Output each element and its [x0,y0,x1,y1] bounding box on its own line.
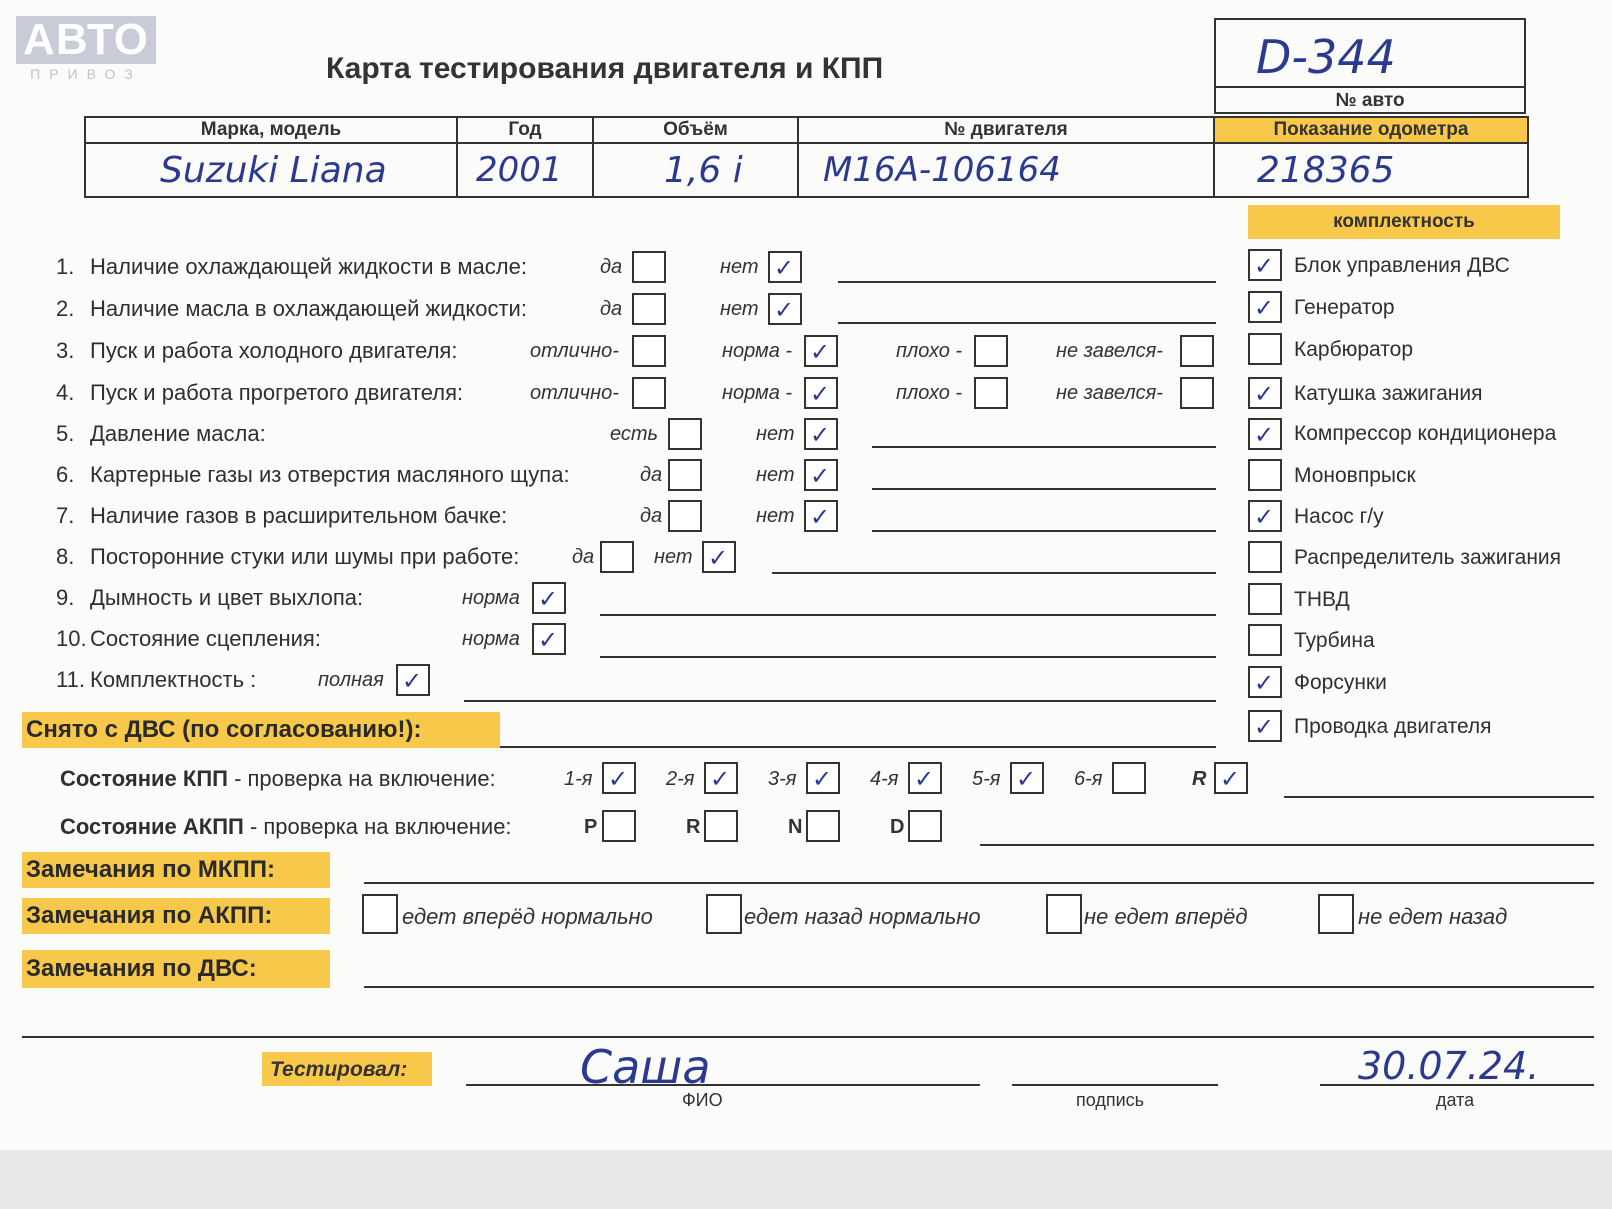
akpp-back-ok-checkbox[interactable] [706,894,742,934]
gear-5-label: 5-я [972,768,1001,790]
kit-checkbox-4[interactable] [1248,377,1282,409]
akpp-label [60,814,512,840]
checkbox-3-normal[interactable] [804,335,838,367]
test-label-2: Наличие масла в охлаждающей жидкости: [90,296,527,321]
checkbox-2-da[interactable] [632,293,666,325]
opt-8-net: нет [654,546,693,568]
gear-6-checkbox[interactable] [1112,762,1146,794]
check-mark-icon: ✓ [538,626,559,654]
akpp-no-back-checkbox[interactable] [1318,894,1354,934]
akpp-r-label: R [686,816,701,838]
kit-label-10: Турбина [1294,629,1375,652]
akpp-d-checkbox[interactable] [908,810,942,842]
test-label-8: Посторонние стуки или шумы при работе: [90,544,520,569]
check-mark-icon: ✓ [710,765,731,793]
opt-7-net: нет [756,505,795,527]
sign-label: подпись [1076,1090,1145,1110]
kpp-label-rest: - проверка на включение: [227,766,496,791]
kit-label-5: Компрессор кондиционера [1294,422,1557,445]
auto-number-box [1214,18,1526,114]
kit-checkbox-2[interactable] [1248,291,1282,323]
gear-6-label: 6-я [1074,768,1103,790]
opt-3-bad: плохо - [896,340,963,362]
date-line [1320,1084,1594,1086]
checkbox-5-yes[interactable] [668,418,702,450]
check-mark-icon: ✓ [914,765,935,793]
test-num-4: 4. [56,380,75,405]
gear-2-label: 2-я [666,768,695,790]
kit-checkbox-12[interactable] [1248,710,1282,742]
comment-line-11 [464,700,1216,702]
kit-label-3: Карбюратор [1294,338,1414,361]
opt-7-da: да [640,505,663,527]
checkbox-6-net[interactable] [804,459,838,491]
value-engine-no: M16A-106164 [823,150,1061,190]
akpp-line [980,844,1594,846]
removed-line [500,746,1216,748]
checkbox-7-da[interactable] [668,500,702,532]
opt-11-full: полная [318,669,384,691]
checkbox-1-net[interactable] [768,251,802,283]
logo-main-text: АВТО [16,16,156,64]
checkbox-10-normal[interactable] [532,623,566,655]
kpp-label-bold: Состояние КПП [60,766,228,791]
notes-dvs-line [364,986,1594,988]
gear-r-label: R [1192,768,1207,790]
kit-label-8: Распределитель зажигания [1294,546,1562,569]
check-mark-icon: ✓ [1254,252,1275,280]
check-mark-icon: ✓ [812,765,833,793]
comment-line-7 [872,530,1216,532]
kit-label-6: Моновпрыск [1294,464,1416,487]
check-mark-icon: ✓ [810,503,831,531]
opt-2-da: да [600,298,623,320]
test-num-6: 6. [56,462,75,487]
opt-1-da: да [600,256,623,278]
akpp-label-bold: Состояние АКПП [60,814,244,839]
notes-dvs-label: Замечания по ДВС: [26,955,257,982]
header-volume: Объём [593,117,798,143]
value-volume: 1,6 i [664,149,743,191]
checkbox-3-bad[interactable] [974,335,1008,367]
akpp-p-checkbox[interactable] [602,810,636,842]
checkbox-4-excellent[interactable] [632,377,666,409]
check-mark-icon: ✓ [1220,765,1241,793]
test-num-1: 1. [56,254,75,279]
comment-line-6 [872,488,1216,490]
value-odometer: 218365 [1257,149,1395,191]
comment-line-10 [600,656,1216,658]
gear-2-checkbox[interactable] [704,762,738,794]
opt-3-normal: норма - [722,340,793,362]
comment-line-9 [600,614,1216,616]
test-num-5: 5. [56,421,75,446]
akpp-back-ok-label: едет назад нормально [744,904,981,929]
opt-1-net: нет [720,256,759,278]
akpp-no-back-label: не едет назад [1358,904,1508,929]
test-date: 30.07.24. [1358,1044,1540,1088]
opt-4-excellent: отлично- [530,382,619,404]
removed-label: Снято с ДВС (по согласованию!): [26,716,422,743]
check-mark-icon: ✓ [810,380,831,408]
checkbox-7-net[interactable] [804,500,838,532]
kit-label-2: Генератор [1294,296,1395,319]
test-label-10: Состояние сцепления: [90,626,321,651]
checkbox-1-da[interactable] [632,251,666,283]
check-mark-icon: ✓ [774,254,795,282]
notes-akpp-label: Замечания по АКПП: [26,902,273,929]
test-num-3: 3. [56,338,75,363]
kpp-label [60,766,496,792]
kit-checkbox-10[interactable] [1248,624,1282,656]
test-label-11: Комплектность : [90,667,257,692]
test-label-1: Наличие охлаждающей жидкости в масле: [90,254,527,279]
header-model: Марка, модель [85,117,457,143]
kit-label-11: Форсунки [1294,671,1387,694]
test-label-3: Пуск и работа холодного двигателя: [90,338,458,363]
logo-sub-text: ПРИВОЗ [30,66,142,82]
opt-10-normal: норма [462,628,520,650]
opt-4-bad: плохо - [896,382,963,404]
opt-2-net: нет [720,298,759,320]
test-num-11: 11. [56,667,85,692]
checkbox-5-no[interactable] [804,418,838,450]
header-engine-no: № двигателя [798,117,1214,143]
opt-3-excellent: отлично- [530,340,619,362]
comment-line-1 [838,281,1216,283]
header-odometer: Показание одометра [1214,117,1528,143]
kit-label-9: ТНВД [1294,588,1350,611]
kit-checkbox-1[interactable] [1248,249,1282,281]
kpp-line [1284,796,1594,798]
checkbox-3-excellent[interactable] [632,335,666,367]
fio-label: ФИО [682,1090,723,1110]
test-label-9: Дымность и цвет выхлопа: [90,585,364,610]
vehicle-info-table [84,116,1529,198]
kit-checkbox-11[interactable] [1248,666,1282,698]
kit-label-4: Катушка зажигания [1294,382,1483,405]
gear-r-checkbox[interactable] [1214,762,1248,794]
date-label: дата [1436,1090,1475,1110]
test-num-9: 9. [56,585,75,610]
checkbox-11-full[interactable] [396,664,430,696]
test-num-8: 8. [56,544,75,569]
akpp-no-fwd-checkbox[interactable] [1046,894,1082,934]
check-mark-icon: ✓ [1254,294,1275,322]
opt-5-no: нет [756,423,795,445]
checkbox-4-bad[interactable] [974,377,1008,409]
opt-4-nostart: не завелся- [1056,382,1163,404]
auto-number-divider [1216,86,1524,88]
logo [12,14,162,84]
check-mark-icon: ✓ [810,338,831,366]
akpp-n-checkbox[interactable] [806,810,840,842]
akpp-n-label: N [788,816,803,838]
check-mark-icon: ✓ [810,462,831,490]
opt-5-yes: есть [610,423,659,445]
header-year: Год [457,117,593,143]
check-mark-icon: ✓ [1254,380,1275,408]
checkbox-4-normal[interactable] [804,377,838,409]
akpp-fwd-ok-label: едет вперёд нормально [402,904,653,929]
kit-checkbox-5[interactable] [1248,418,1282,450]
check-mark-icon: ✓ [774,296,795,324]
notes-mkpp-line [364,882,1594,884]
page-bottom-strip [0,1150,1612,1209]
gear-3-label: 3-я [768,768,797,790]
kit-label-1: Блок управления ДВС [1294,254,1510,277]
checkbox-8-net[interactable] [702,541,736,573]
gear-5-checkbox[interactable] [1010,762,1044,794]
akpp-r-checkbox[interactable] [704,810,738,842]
test-label-6: Картерные газы из отверстия масляного щупа: [90,462,570,487]
checkbox-4-nostart[interactable] [1180,377,1214,409]
checkbox-3-nostart[interactable] [1180,335,1214,367]
opt-6-da: да [640,464,663,486]
checkbox-2-net[interactable] [768,293,802,325]
comment-line-5 [872,446,1216,448]
fio-line [466,1084,980,1086]
check-mark-icon: ✓ [608,765,629,793]
check-mark-icon: ✓ [402,667,423,695]
notes-dvs-line-2 [22,1036,1594,1038]
tester-name: Саша [580,1040,711,1094]
test-label-4: Пуск и работа прогретого двигателя: [90,380,464,405]
opt-4-normal: норма - [722,382,793,404]
comment-line-2 [838,322,1216,324]
value-year: 2001 [476,150,563,190]
akpp-fwd-ok-checkbox[interactable] [362,894,398,934]
auto-number-label: № авто [1335,90,1405,111]
test-label-5: Давление масла: [90,421,266,446]
checkbox-8-da[interactable] [600,541,634,573]
check-mark-icon: ✓ [1254,503,1275,531]
tested-label: Тестировал: [270,1058,408,1081]
checkbox-6-da[interactable] [668,459,702,491]
sign-line [1012,1084,1218,1086]
comment-line-8 [772,572,1216,574]
test-num-2: 2. [56,296,75,321]
check-mark-icon: ✓ [708,544,729,572]
check-mark-icon: ✓ [1254,713,1275,741]
check-mark-icon: ✓ [1254,421,1275,449]
kit-title: комплектность [1333,211,1475,232]
kit-checkbox-6[interactable] [1248,459,1282,491]
test-label-7: Наличие газов в расширительном бачке: [90,503,508,528]
test-num-10: 10. [56,626,87,651]
kit-checkbox-3[interactable] [1248,333,1282,365]
opt-3-nostart: не завелся- [1056,340,1163,362]
gear-1-checkbox[interactable] [602,762,636,794]
gear-1-label: 1-я [564,768,593,790]
check-mark-icon: ✓ [810,421,831,449]
gear-3-checkbox[interactable] [806,762,840,794]
opt-9-normal: норма [462,587,520,609]
akpp-d-label: D [890,816,905,838]
page-title: Карта тестирования двигателя и КПП [326,52,884,85]
kit-checkbox-7[interactable] [1248,500,1282,532]
akpp-no-fwd-label: не едет вперёд [1084,904,1248,929]
check-mark-icon: ✓ [1016,765,1037,793]
value-model: Suzuki Liana [160,149,387,191]
gear-4-label: 4-я [870,768,899,790]
akpp-label-rest: - проверка на включение: [243,814,512,839]
checkbox-9-normal[interactable] [532,582,566,614]
test-num-7: 7. [56,503,75,528]
opt-6-net: нет [756,464,795,486]
kit-label-12: Проводка двигателя [1294,715,1492,738]
gear-4-checkbox[interactable] [908,762,942,794]
akpp-p-label: P [584,816,598,838]
opt-8-da: да [572,546,595,568]
auto-number-value: D-344 [1256,30,1396,84]
notes-mkpp-label: Замечания по МКПП: [26,856,276,883]
check-mark-icon: ✓ [1254,669,1275,697]
kit-checkbox-8[interactable] [1248,541,1282,573]
kit-label-7: Насос г/у [1294,505,1384,528]
kit-checkbox-9[interactable] [1248,583,1282,615]
check-mark-icon: ✓ [538,585,559,613]
